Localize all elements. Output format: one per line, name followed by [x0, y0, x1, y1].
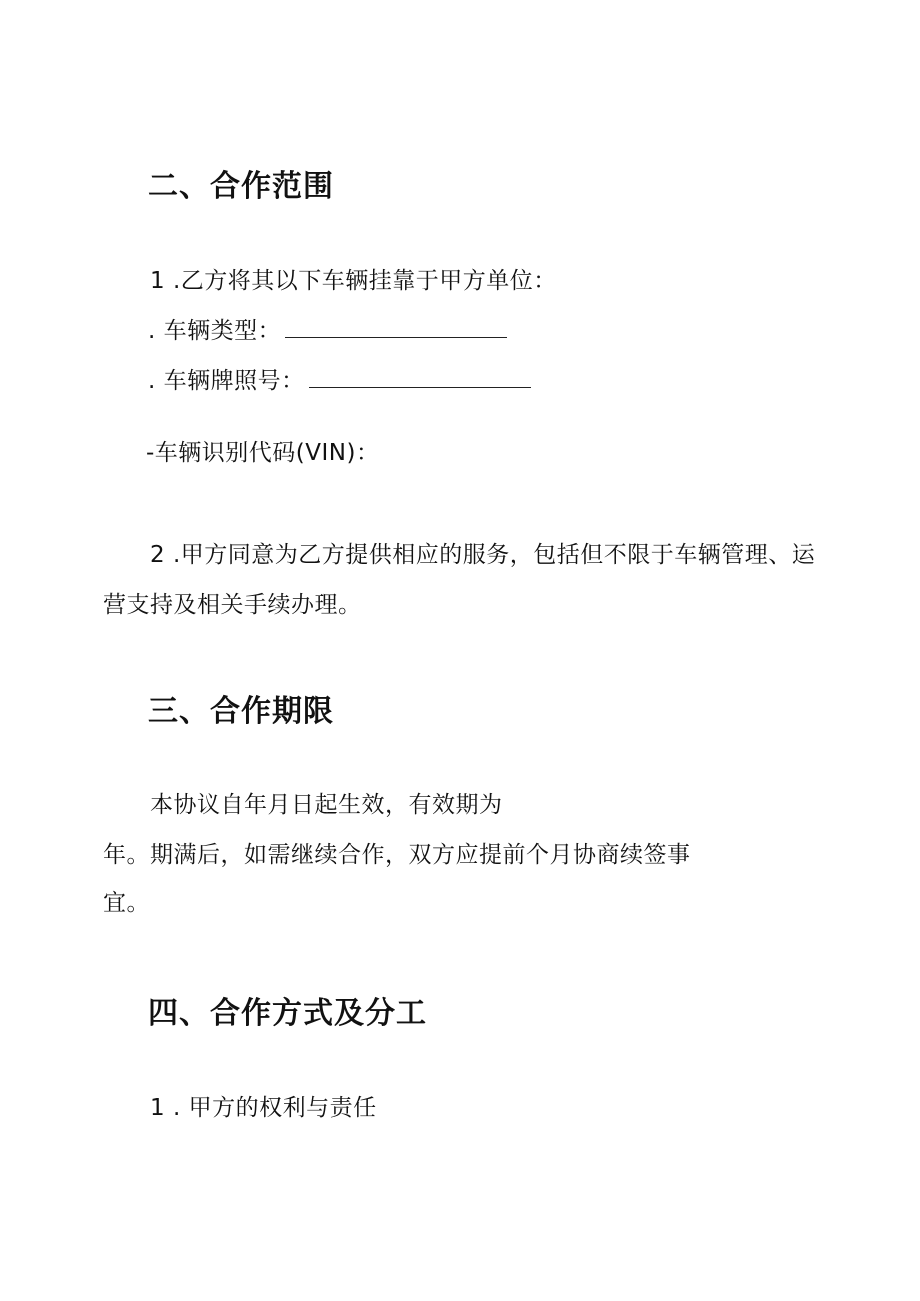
plate-number-blank-line — [309, 365, 531, 388]
section-heading-cooperation-scope: 二、合作范围 — [148, 169, 334, 204]
clause-4-1-text: 1 . 甲方的权利与责任 — [150, 1095, 377, 1121]
clause-2-2-line2: 营支持及相关手续办理。 — [103, 592, 362, 618]
section-heading-cooperation-method: 四、合作方式及分工 — [148, 996, 427, 1031]
term-paragraph-line3: 宜。 — [103, 890, 150, 916]
vehicle-type-label: . 车辆类型： — [148, 318, 282, 344]
vehicle-type-field — [148, 315, 507, 346]
section-heading-cooperation-term: 三、合作期限 — [148, 694, 334, 729]
vin-label: -车辆识别代码(VIN)： — [146, 440, 380, 466]
clause-2-1-text: 1 .乙方将其以下车辆挂靠于甲方单位： — [150, 268, 557, 294]
term-paragraph-line2: 年。期满后，如需继续合作，双方应提前个月协商续签事 — [103, 842, 691, 868]
plate-number-field — [148, 365, 531, 396]
vin-field — [146, 438, 379, 468]
term-paragraph-line1: 本协议自年月日起生效，有效期为 — [150, 792, 503, 818]
plate-number-label: . 车辆牌照号： — [148, 368, 305, 394]
clause-2-2-line1: 2 .甲方同意为乙方提供相应的服务，包括但不限于车辆管理、运 — [150, 542, 816, 568]
vehicle-type-blank-line — [285, 315, 507, 338]
